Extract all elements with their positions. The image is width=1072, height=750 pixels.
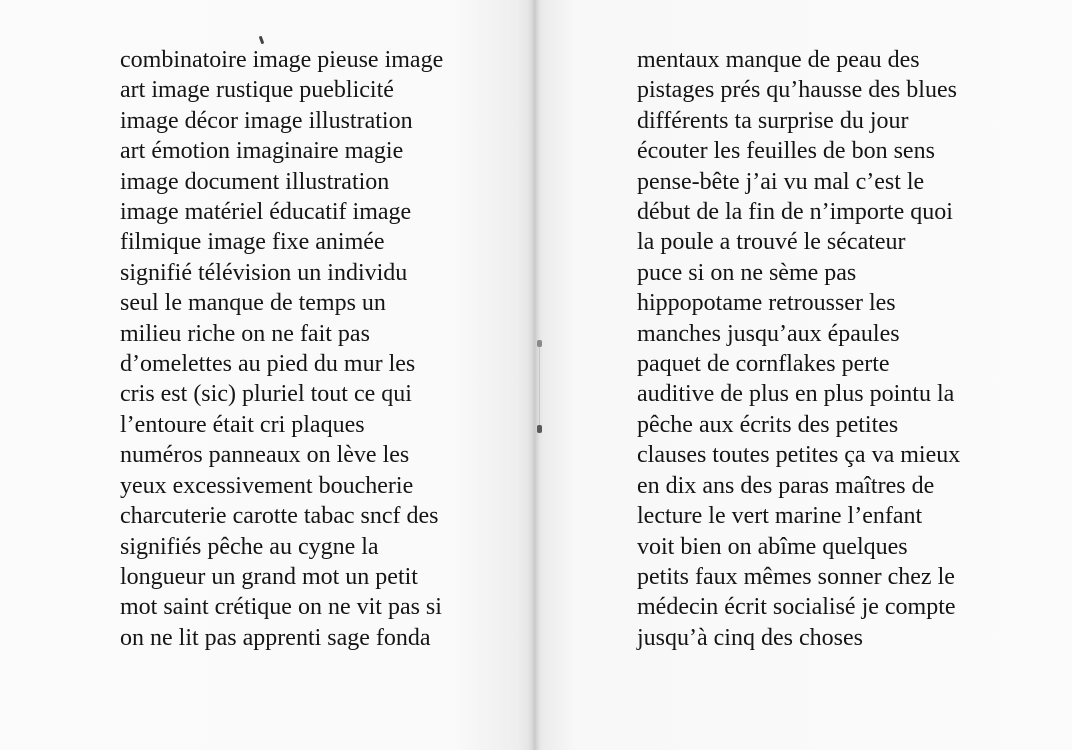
text-line: l’entoure était cri plaques bbox=[120, 411, 365, 438]
staple-top bbox=[537, 340, 542, 347]
text-line: lecture le vert marine l’enfant bbox=[637, 503, 923, 530]
text-line: art image rustique pueblicité bbox=[120, 77, 394, 104]
binding-thread bbox=[539, 347, 540, 425]
text-line: yeux excessivement boucherie bbox=[120, 472, 414, 499]
text-line: on ne lit pas apprenti sage fonda bbox=[120, 624, 431, 651]
text-line: d’omelettes au pied du mur les bbox=[120, 351, 416, 378]
text-line: signifiés pêche au cygne la bbox=[120, 533, 379, 560]
text-line: combinatoire image pieuse image bbox=[120, 47, 444, 73]
right-page-text bbox=[637, 45, 960, 653]
staple-bottom bbox=[537, 425, 542, 433]
text-line: voit bien on abîme quelques bbox=[637, 533, 908, 560]
text-line: milieu riche on ne fait pas bbox=[120, 320, 370, 347]
text-line: cris est (sic) pluriel tout ce qui bbox=[120, 381, 412, 408]
text-line: la poule a trouvé le sécateur bbox=[637, 229, 906, 256]
text-line: écouter les feuilles de bon sens bbox=[637, 138, 935, 165]
text-line: longueur un grand mot un petit bbox=[120, 563, 418, 590]
text-line: mentaux manque de peau des bbox=[637, 47, 920, 73]
text-line: charcuterie carotte tabac sncf des bbox=[120, 503, 439, 530]
text-line: début de la fin de n’importe quoi bbox=[637, 199, 953, 226]
text-line: filmique image fixe animée bbox=[120, 229, 385, 256]
text-line: signifié télévision un individu bbox=[120, 259, 408, 286]
text-line: pense-bête j’ai vu mal c’est le bbox=[637, 168, 925, 195]
text-line: hippopotame retrousser les bbox=[637, 290, 896, 317]
left-page-text bbox=[120, 45, 443, 653]
text-line: clauses toutes petites ça va mieux bbox=[637, 442, 961, 469]
text-line: pistages prés qu’hausse des blues bbox=[637, 77, 957, 104]
text-line: mot saint crétique on ne vit pas si bbox=[120, 594, 442, 621]
text-line: différents ta surprise du jour bbox=[637, 107, 909, 134]
text-line: image document illustration bbox=[120, 168, 390, 195]
text-line: seul le manque de temps un bbox=[120, 290, 386, 317]
text-line: art émotion imaginaire magie bbox=[120, 138, 404, 165]
text-line: puce si on ne sème pas bbox=[637, 259, 857, 286]
text-line: médecin écrit socialisé je compte bbox=[637, 594, 956, 621]
text-line: pêche aux écrits des petites bbox=[637, 411, 899, 438]
text-line: petits faux mêmes sonner chez le bbox=[637, 563, 955, 590]
text-line: paquet de cornflakes perte bbox=[637, 351, 890, 378]
text-line: numéros panneaux on lève les bbox=[120, 442, 410, 469]
text-line: jusqu’à cinq des choses bbox=[637, 624, 863, 651]
text-line: image décor image illustration bbox=[120, 107, 413, 134]
text-line: auditive de plus en plus pointu la bbox=[637, 381, 955, 408]
text-line: image matériel éducatif image bbox=[120, 199, 412, 226]
text-line: en dix ans des paras maîtres de bbox=[637, 472, 935, 499]
text-line: manches jusqu’aux épaules bbox=[637, 320, 900, 347]
